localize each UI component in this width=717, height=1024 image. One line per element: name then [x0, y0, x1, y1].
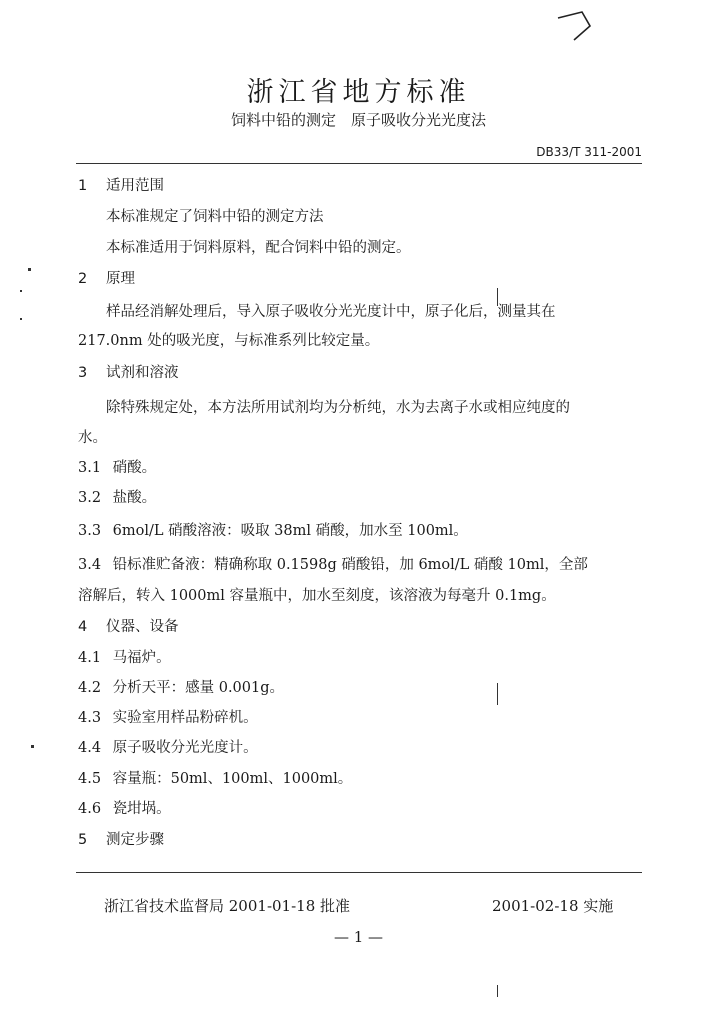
- list-item: [78, 799, 648, 819]
- item-number: 4.2: [78, 680, 102, 696]
- list-item: [78, 738, 648, 758]
- section-1-heading: [78, 176, 648, 196]
- section-number: 1: [78, 178, 88, 194]
- document-title: 浙江省地方标准: [246, 77, 471, 108]
- item-text: 容量瓶：50ml、100ml、1000ml。: [112, 771, 353, 787]
- item-number: 4.4: [78, 740, 102, 756]
- section-title: 仪器、设备: [106, 619, 179, 635]
- item-text: 原子吸收分光光度计。: [112, 740, 258, 756]
- section-number: 5: [78, 832, 88, 848]
- section-number: 4: [78, 619, 88, 635]
- scan-speck: [31, 745, 34, 748]
- document-subtitle: 饲料中铅的测定 原子吸收分光光度法: [230, 111, 486, 129]
- paragraph: 除特殊规定处，本方法所用试剂均为分析纯，水为去离子水或相应纯度的: [106, 400, 570, 416]
- standard-code: DB33/T 311-2001: [536, 145, 642, 159]
- item-text: 硝酸。: [112, 460, 157, 476]
- approval-text: 浙江省技术监督局 2001-01-18 批准: [104, 897, 351, 915]
- page-number: — 1 —: [333, 928, 384, 946]
- list-item: [78, 769, 648, 789]
- scan-speck: [20, 318, 22, 320]
- item-number: 3.2: [78, 490, 102, 506]
- paragraph: 本标准适用于饲料原料，配合饲料中铅的测定。: [106, 240, 411, 256]
- paragraph-continuation: 217.0nm 处的吸光度，与标准系列比较定量。: [78, 333, 380, 349]
- list-item: [78, 648, 648, 668]
- item-text: 马福炉。: [112, 650, 171, 666]
- item-text: 瓷坩埚。: [112, 801, 171, 817]
- item-text: 实验室用样品粉碎机。: [112, 710, 258, 726]
- scan-speck: [28, 268, 31, 271]
- header-rule: [76, 163, 642, 164]
- section-title: 适用范围: [106, 178, 164, 194]
- item-text: 6mol/L 硝酸溶液：吸取 38ml 硝酸，加水至 100ml。: [112, 523, 468, 539]
- section-number: 3: [78, 365, 88, 381]
- item-number: 3.3: [78, 523, 102, 539]
- list-item: [78, 555, 648, 575]
- scan-speck: [20, 290, 22, 292]
- item-number: 3.4: [78, 557, 102, 573]
- section-4-heading: [78, 617, 648, 637]
- item-number: 4.6: [78, 801, 102, 817]
- paragraph-continuation: 水。: [78, 430, 107, 446]
- pen-mark: [552, 4, 602, 44]
- section-3-heading: [78, 363, 648, 383]
- implementation-text: 2001-02-18 实施: [492, 897, 614, 915]
- list-item: [78, 488, 648, 508]
- section-2-heading: [78, 269, 648, 289]
- section-number: 2: [78, 271, 88, 287]
- item-text: 分析天平：感量 0.001g。: [112, 680, 285, 696]
- item-text: 铅标准贮备液：精确称取 0.1598g 硝酸铅，加 6mol/L 硝酸 10ml，全部: [112, 557, 588, 573]
- item-text: 盐酸。: [112, 490, 157, 506]
- scan-line: [497, 985, 498, 997]
- item-number: 3.1: [78, 460, 102, 476]
- list-item: [78, 708, 648, 728]
- list-item: [78, 458, 648, 478]
- paragraph: 样品经消解处理后，导入原子吸收分光光度计中，原子化后，测量其在: [106, 304, 556, 320]
- item-number: 4.1: [78, 650, 102, 666]
- list-item: [78, 521, 648, 541]
- list-item: [78, 678, 648, 698]
- section-title: 试剂和溶液: [106, 365, 179, 381]
- list-item-continuation: 溶解后，转入 1000ml 容量瓶中，加水至刻度，该溶液为每毫升 0.1mg。: [78, 588, 556, 604]
- section-title: 原理: [106, 271, 135, 287]
- paragraph: 本标准规定了饲料中铅的测定方法: [106, 209, 324, 225]
- item-number: 4.3: [78, 710, 102, 726]
- item-number: 4.5: [78, 771, 102, 787]
- section-5-heading: [78, 830, 648, 850]
- footer-rule: [76, 872, 642, 873]
- section-title: 测定步骤: [106, 832, 164, 848]
